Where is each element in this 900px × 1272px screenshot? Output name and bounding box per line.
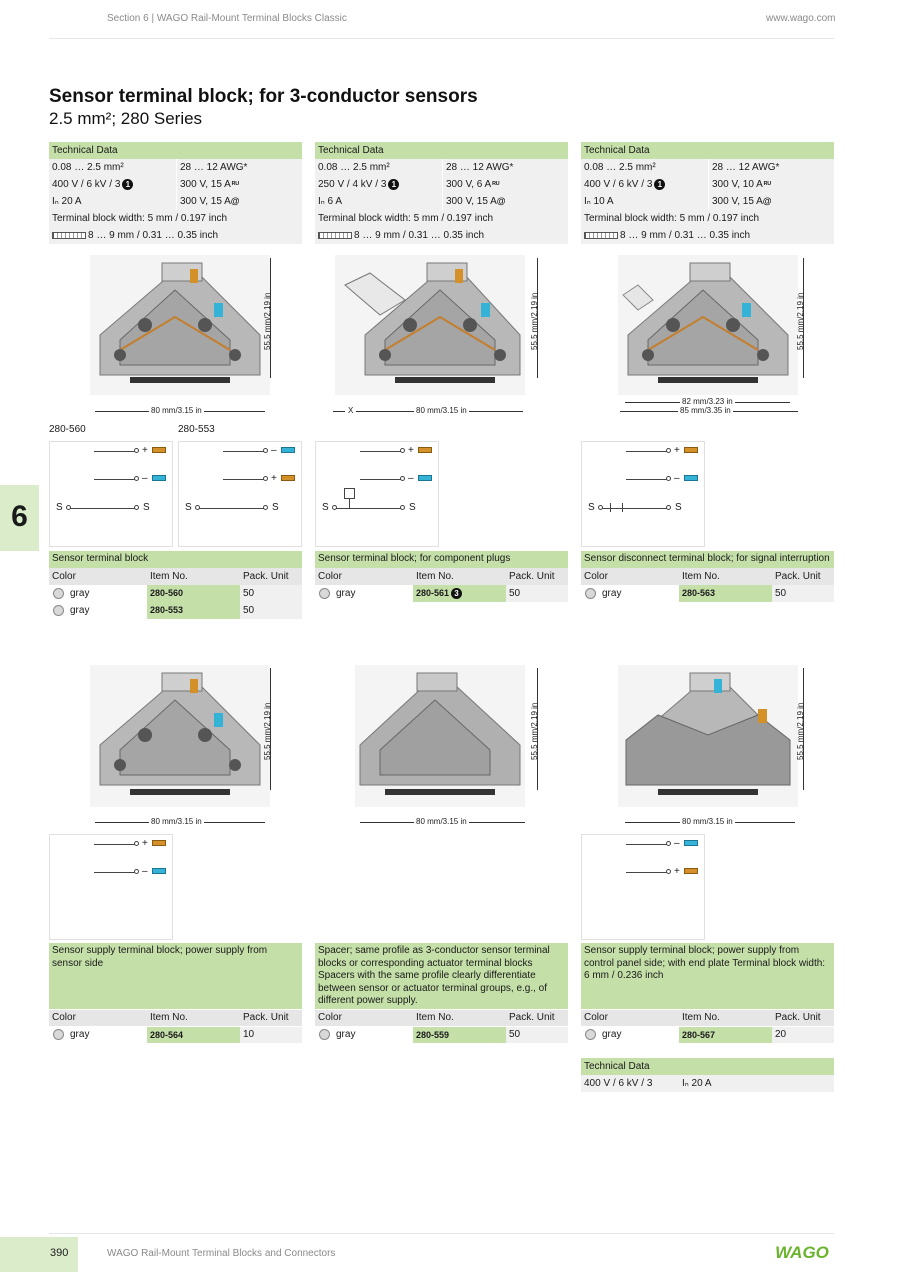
color-value: gray — [602, 587, 622, 599]
col-header: Color — [52, 1012, 76, 1024]
color-value: gray — [70, 1029, 90, 1041]
height-dimension-label: 55.5 mm/2.19 in — [530, 702, 539, 760]
order-table — [581, 551, 834, 602]
strip-length-icon — [52, 232, 86, 239]
pack-unit: 50 — [506, 585, 568, 602]
product-image-280-559 — [355, 665, 525, 807]
minus-symbol: – — [142, 473, 148, 484]
order-table-desc: Sensor terminal block — [49, 551, 302, 568]
item-number[interactable]: 280-553 — [147, 602, 240, 619]
csa-mark-icon: @ — [762, 195, 772, 206]
tech-cell: Iₙ 6 A — [315, 193, 443, 210]
color-value: gray — [602, 1029, 622, 1041]
tech-cell: 300 V, 15 A — [180, 195, 231, 207]
product-image-280-561 — [335, 255, 525, 395]
wiring-diagram-280-560 — [49, 441, 173, 547]
item-number[interactable]: 280-567 — [679, 1027, 772, 1044]
component-plug-icon — [344, 488, 355, 499]
order-table — [49, 943, 302, 1043]
color-value: gray — [70, 604, 90, 616]
tech-cell: 0.08 … 2.5 mm² — [49, 159, 177, 176]
item-label: 280-553 — [178, 424, 215, 435]
order-table — [581, 943, 834, 1043]
item-label: 280-560 — [49, 424, 86, 435]
header-divider — [49, 38, 834, 39]
tech-cell: 28 … 12 AWG* — [446, 161, 514, 173]
minus-symbol: – — [142, 866, 148, 877]
tech-cell: 0.08 … 2.5 mm² — [581, 159, 709, 176]
csa-mark-icon: @ — [496, 195, 506, 206]
page-subtitle: 2.5 mm²; 280 Series — [49, 109, 203, 128]
item-number[interactable]: 280-561 — [416, 588, 450, 599]
width-dimension-label: 80 mm/3.15 in — [416, 817, 467, 826]
plus-symbol: + — [142, 445, 148, 456]
tech-table-head: Technical Data — [318, 144, 384, 156]
width-dimension-label: 85 mm/3.35 in — [680, 406, 731, 415]
pack-unit: 50 — [240, 602, 302, 619]
footnote-marker: 1 — [388, 179, 399, 190]
tech-cell: Terminal block width: 5 mm / 0.197 inch — [584, 212, 760, 224]
color-value: gray — [70, 587, 90, 599]
plus-symbol: + — [408, 445, 414, 456]
col-header: Item No. — [150, 1012, 188, 1024]
wiring-diagram-280-553 — [178, 441, 302, 547]
tech-cell: 28 … 12 AWG* — [712, 161, 780, 173]
table-row — [581, 1027, 834, 1044]
tech-cell: 0.08 … 2.5 mm² — [315, 159, 443, 176]
strip-length-icon — [318, 232, 352, 239]
color-swatch-icon — [585, 1029, 596, 1040]
color-swatch-icon — [585, 588, 596, 599]
pack-unit: 10 — [240, 1027, 302, 1044]
tech-cell: 300 V, 10 A — [712, 178, 763, 190]
tech-cell: 300 V, 15 A — [446, 195, 497, 207]
col-header: Color — [584, 1012, 608, 1024]
header-section: Section 6 | WAGO Rail-Mount Terminal Blocks Classic — [107, 13, 347, 24]
ul-mark-icon: ᴿᵁ — [492, 179, 500, 189]
order-table-desc: Sensor disconnect terminal block; for signal interruption — [581, 551, 834, 568]
sensor-terminal-label: S — [322, 502, 329, 513]
product-image-280-564 — [90, 665, 270, 807]
sensor-terminal-label: S — [56, 502, 63, 513]
sensor-terminal-label: S — [409, 502, 416, 513]
footnote-marker: 1 — [654, 179, 665, 190]
x-dimension-label: X — [345, 406, 356, 415]
wiring-diagram-280-564 — [49, 834, 173, 940]
tech-table-head: Technical Data — [584, 1060, 650, 1072]
col-header: Item No. — [682, 570, 720, 582]
order-table-desc: Spacer; same profile as 3-conductor sensor terminal blocks or corresponding actuator terminal blocks Spacers with the same profile clearly differentiate between sensor or actuator terminal groups, e.g., of different power supply. — [315, 943, 568, 1009]
height-dimension-label: 55.5 mm/2.19 in — [263, 702, 272, 760]
tech-table — [49, 142, 302, 244]
minus-symbol: – — [674, 473, 680, 484]
plug-stem — [349, 499, 350, 508]
minus-symbol: – — [408, 473, 414, 484]
tech-cell: 28 … 12 AWG* — [180, 161, 248, 173]
product-image-280-567 — [618, 665, 798, 807]
pack-unit: 50 — [506, 1027, 568, 1044]
col-header: Pack. Unit — [509, 1012, 555, 1024]
pack-unit: 50 — [240, 585, 302, 602]
tech-table-head: Technical Data — [52, 144, 118, 156]
order-table — [49, 551, 302, 619]
tech-cell: 8 … 9 mm / 0.31 … 0.35 inch — [88, 229, 219, 241]
tech-cell: 300 V, 15 A — [180, 178, 231, 190]
plus-symbol: + — [674, 866, 680, 877]
order-table-desc: Sensor supply terminal block; power supply from control panel side; with end plate Terminal block width: 6 mm / 0.236 inch — [581, 943, 834, 1009]
width-dimension-label: 80 mm/3.15 in — [151, 817, 202, 826]
logo-text: WAGO — [775, 1243, 829, 1262]
col-header: Color — [318, 1012, 342, 1024]
table-row — [581, 585, 834, 602]
wago-logo-icon — [770, 1242, 834, 1262]
disconnect-icon — [622, 503, 623, 512]
pack-unit: 50 — [772, 585, 834, 602]
tech-cell: Iₙ 10 A — [581, 193, 709, 210]
tech-table — [581, 142, 834, 244]
col-header: Pack. Unit — [775, 570, 821, 582]
csa-mark-icon: @ — [230, 195, 240, 206]
order-table — [315, 943, 568, 1043]
order-table-desc: Sensor terminal block; for component plugs — [315, 551, 568, 568]
height-dimension-label: 55.5 mm/2.19 in — [263, 292, 272, 350]
item-number[interactable]: 280-564 — [147, 1027, 240, 1044]
width-dimension-label: 82 mm/3.23 in — [682, 397, 733, 406]
product-image-280-563 — [618, 255, 798, 395]
pack-unit: 20 — [772, 1027, 834, 1044]
sensor-terminal-label: S — [588, 502, 595, 513]
tech-cell: 300 V, 15 A — [712, 195, 763, 207]
height-dimension-label: 55.5 mm/2.19 in — [530, 292, 539, 350]
table-row — [49, 602, 302, 619]
item-number[interactable]: 280-560 — [147, 585, 240, 602]
tech-table — [315, 142, 568, 244]
item-number[interactable]: 280-559 — [413, 1027, 506, 1044]
order-table — [315, 551, 568, 602]
tech-table-head: Technical Data — [584, 144, 650, 156]
col-header: Color — [52, 570, 76, 582]
tech-cell: 8 … 9 mm / 0.31 … 0.35 inch — [620, 229, 751, 241]
minus-symbol: – — [674, 838, 680, 849]
col-header: Color — [318, 570, 342, 582]
page-title: Sensor terminal block; for 3-conductor sensors — [49, 86, 478, 107]
product-image-280-560 — [90, 255, 270, 395]
disconnect-icon — [610, 503, 611, 512]
footnote-marker: 3 — [451, 588, 462, 599]
color-swatch-icon — [53, 1029, 64, 1040]
tech-cell: 300 V, 6 A — [446, 178, 492, 190]
tech-cell: Iₙ 20 A — [682, 1077, 712, 1089]
table-row — [315, 1027, 568, 1044]
col-header: Pack. Unit — [509, 570, 555, 582]
col-header: Pack. Unit — [775, 1012, 821, 1024]
tech-cell: 400 V / 6 kV / 3 — [584, 1077, 653, 1089]
order-table-desc: Sensor supply terminal block; power supply from sensor side — [49, 943, 302, 1009]
col-header: Item No. — [416, 1012, 454, 1024]
col-header: Item No. — [150, 570, 188, 582]
width-dimension-label: 80 mm/3.15 in — [682, 817, 733, 826]
page-number: 390 — [50, 1247, 69, 1259]
width-dimension-label: 80 mm/3.15 in — [416, 406, 467, 415]
item-number[interactable]: 280-563 — [679, 585, 772, 602]
plus-symbol: + — [674, 445, 680, 456]
tech-cell: 400 V / 6 kV / 3 — [52, 178, 121, 190]
width-dimension-label: 80 mm/3.15 in — [151, 406, 202, 415]
wiring-diagram-280-563 — [581, 441, 705, 547]
tech-cell: Terminal block width: 5 mm / 0.197 inch — [52, 212, 228, 224]
wiring-diagram-280-567 — [581, 834, 705, 940]
color-swatch-icon — [53, 588, 64, 599]
plus-symbol: + — [271, 473, 277, 484]
color-value: gray — [336, 587, 356, 599]
tech-cell: Iₙ 20 A — [49, 193, 177, 210]
footer-text: WAGO Rail-Mount Terminal Blocks and Connectors — [107, 1248, 336, 1259]
sensor-terminal-label: S — [675, 502, 682, 513]
bottom-tech-table — [581, 1058, 834, 1092]
footnote-marker: 1 — [122, 179, 133, 190]
table-row — [49, 585, 302, 602]
col-header: Pack. Unit — [243, 1012, 289, 1024]
tech-cell: 250 V / 4 kV / 3 — [318, 178, 387, 190]
header-url[interactable]: www.wago.com — [766, 13, 836, 24]
minus-symbol: – — [271, 445, 277, 456]
ul-mark-icon: ᴿᵁ — [231, 179, 239, 189]
footer-divider — [49, 1233, 834, 1234]
height-dimension-label: 55.5 mm/2.19 in — [796, 702, 805, 760]
wiring-diagram-280-561 — [315, 441, 439, 547]
tech-cell: 400 V / 6 kV / 3 — [584, 178, 653, 190]
tech-cell: 8 … 9 mm / 0.31 … 0.35 inch — [354, 229, 485, 241]
sensor-terminal-label: S — [185, 502, 192, 513]
sensor-terminal-label: S — [143, 502, 150, 513]
table-row — [315, 585, 568, 602]
col-header: Pack. Unit — [243, 570, 289, 582]
color-swatch-icon — [319, 588, 330, 599]
tech-cell: Terminal block width: 5 mm / 0.197 inch — [318, 212, 494, 224]
col-header: Color — [584, 570, 608, 582]
section-tab: 6 — [0, 485, 39, 551]
col-header: Item No. — [682, 1012, 720, 1024]
table-row — [49, 1027, 302, 1044]
ul-mark-icon: ᴿᵁ — [763, 179, 771, 189]
sensor-terminal-label: S — [272, 502, 279, 513]
color-swatch-icon — [53, 605, 64, 616]
plus-symbol: + — [142, 838, 148, 849]
color-swatch-icon — [319, 1029, 330, 1040]
strip-length-icon — [584, 232, 618, 239]
col-header: Item No. — [416, 570, 454, 582]
height-dimension-label: 55.5 mm/2.19 in — [796, 292, 805, 350]
color-value: gray — [336, 1029, 356, 1041]
